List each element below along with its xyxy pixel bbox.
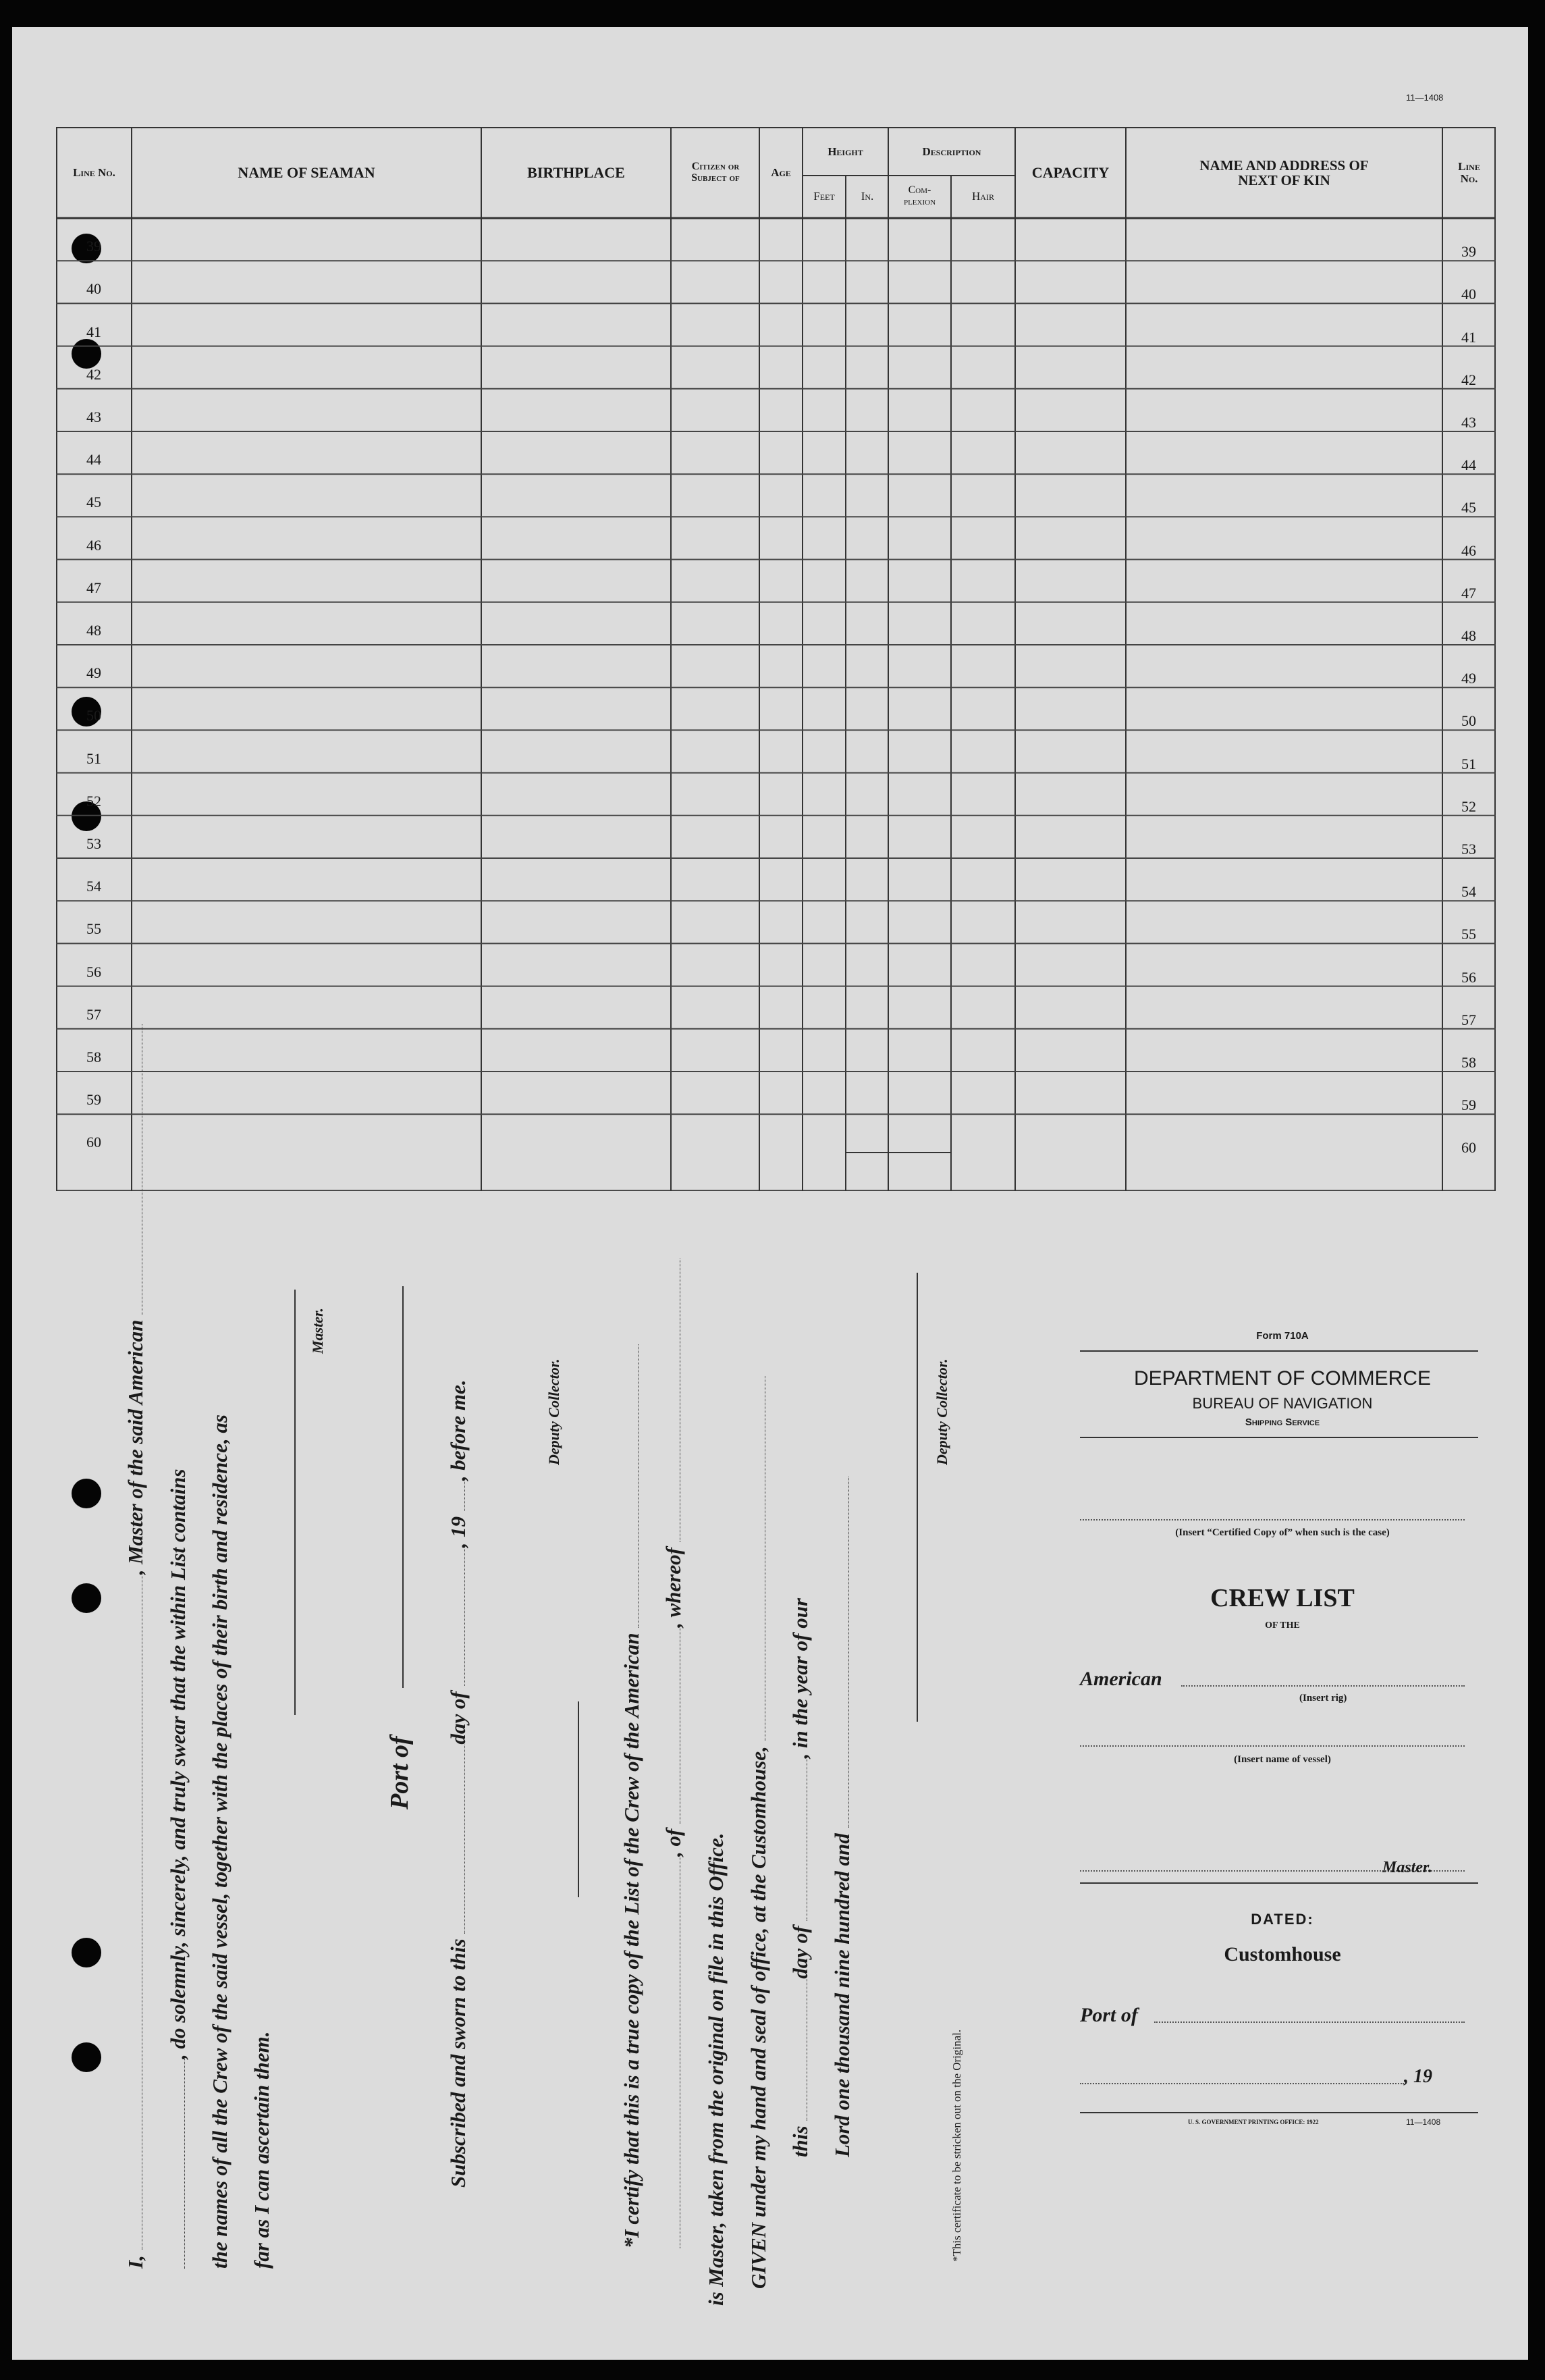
cover-rule xyxy=(1080,1882,1478,1884)
oath-line-3: the names of all the Crew of the said vessel, together with the places of their birth and residence, as xyxy=(208,1414,232,2269)
certificate-line-2: , of , whereof xyxy=(661,1259,686,2248)
row-number-left: 50 xyxy=(86,707,101,724)
row-number-left: 47 xyxy=(86,579,101,596)
header-line-no: Line No. xyxy=(73,166,115,180)
row-number-left: 49 xyxy=(86,664,101,682)
header-inches: In. xyxy=(861,190,874,203)
cover-dated: DATED: xyxy=(1251,1911,1314,1928)
row-number-left: 58 xyxy=(86,1049,101,1065)
row-number-right: 39 xyxy=(1461,243,1476,261)
certificate-line-4: GIVEN under my hand and seal of office, at the Customhouse, xyxy=(747,1376,771,2289)
row-number-right: 49 xyxy=(1461,670,1476,687)
row-number-left: 54 xyxy=(86,878,101,895)
certificate-line-3: is Master, taken from the original on file in this Office. xyxy=(704,1832,728,2306)
deputy-collector-2: Deputy Collector. xyxy=(933,1358,950,1465)
row-number-right: 51 xyxy=(1461,755,1476,772)
american-rig-label: American xyxy=(1080,1668,1162,1690)
certificate-line-6: Lord one thousand nine hundred and xyxy=(830,1477,855,2157)
vessel-name-line xyxy=(1080,1745,1465,1747)
date-line xyxy=(1080,2083,1404,2084)
cover-form-number: Form 710A xyxy=(1256,1330,1309,1342)
header-height: Height xyxy=(828,145,863,159)
punch-hole xyxy=(72,1479,101,1508)
row-number-left: 48 xyxy=(86,622,101,639)
insert-vessel-note: (Insert name of vessel) xyxy=(1234,1754,1331,1765)
row-number-left: 53 xyxy=(86,835,101,852)
row-number-right: 58 xyxy=(1461,1054,1476,1071)
row-number-right: 60 xyxy=(1461,1139,1476,1157)
port-of-line xyxy=(402,1286,404,1688)
row-number-left: 46 xyxy=(86,536,101,554)
row-number-right: 48 xyxy=(1461,627,1476,644)
certificate-footnote: *This certificate to be stricken out on the Original. xyxy=(950,2029,963,2262)
row-number-left: 39 xyxy=(86,238,101,255)
row-number-right: 41 xyxy=(1461,328,1476,346)
row-number-right: 59 xyxy=(1461,1096,1476,1114)
row-number-left: 40 xyxy=(86,280,101,298)
row-number-left: 57 xyxy=(86,1005,101,1023)
header-description: Description xyxy=(922,145,981,159)
row-number-left: 42 xyxy=(86,365,101,383)
header-next-of-kin: NAME AND ADDRESS OF NEXT OF KIN xyxy=(1199,157,1369,188)
cover-rule xyxy=(1080,1437,1478,1438)
master-signature-line xyxy=(294,1290,296,1715)
row-number-right: 57 xyxy=(1461,1011,1476,1028)
short-divider xyxy=(578,1701,579,1897)
row-number-right: 53 xyxy=(1461,841,1476,857)
rig-line xyxy=(1181,1685,1465,1687)
table-grid-lines xyxy=(56,103,1496,1191)
crew-table xyxy=(56,103,1496,1191)
punch-hole xyxy=(72,1938,101,1967)
insert-certified-note: (Insert “Certified Copy of” when such is the case) xyxy=(1175,1527,1390,1538)
punch-hole xyxy=(72,1583,101,1613)
header-birthplace: BIRTHPLACE xyxy=(527,164,625,182)
printing-office: U. S. GOVERNMENT PRINTING OFFICE: 1922 xyxy=(1188,2119,1319,2125)
cover-rule xyxy=(1080,2112,1478,2113)
header-age: Age xyxy=(771,166,791,180)
row-number-right: 43 xyxy=(1461,414,1476,431)
cover-master: Master. xyxy=(1382,1859,1433,1876)
of-the: OF THE xyxy=(1265,1620,1300,1631)
row-number-right: 42 xyxy=(1461,371,1476,388)
master-label: Master. xyxy=(309,1308,326,1354)
row-number-right: 47 xyxy=(1461,584,1476,602)
cover-nineteen: , 19 xyxy=(1404,2066,1432,2087)
crew-list-title: CREW LIST xyxy=(1210,1584,1355,1612)
oath-master-of-american: , Master of the said American xyxy=(124,1319,147,1575)
punch-hole xyxy=(72,2042,101,2072)
oath-port-of: Port of xyxy=(385,1736,414,1809)
cover-department: DEPARTMENT OF COMMERCE xyxy=(1133,1367,1432,1390)
header-citizen: Citizen or Subject of xyxy=(691,161,740,184)
oath-line-2 xyxy=(166,1469,190,2269)
row-number-left: 41 xyxy=(86,323,101,340)
header-hair: Hair xyxy=(972,190,994,203)
cover-port-of: Port of xyxy=(1080,2004,1138,2026)
row-number-left: 55 xyxy=(86,920,101,938)
header-complexion: Com-plexion xyxy=(903,184,936,207)
oath-line-1 xyxy=(124,1024,148,2269)
row-number-left: 44 xyxy=(86,451,101,469)
cover-card xyxy=(1080,1323,1485,2252)
port-line xyxy=(1154,2021,1465,2023)
oath-i: I, xyxy=(124,2255,147,2269)
deputy-collector-1: Deputy Collector. xyxy=(545,1358,562,1465)
row-number-left: 51 xyxy=(86,749,101,767)
row-number-right: 40 xyxy=(1461,286,1476,303)
subscribed-line: Subscribed and sworn to this day of , 19 , before me. xyxy=(446,1379,470,2188)
row-number-left: 59 xyxy=(86,1091,101,1109)
row-number-right: 52 xyxy=(1461,797,1476,815)
row-number-right: 45 xyxy=(1461,499,1476,517)
row-number-right: 54 xyxy=(1461,883,1476,901)
form-page xyxy=(12,27,1528,2360)
deputy-signature-line xyxy=(917,1273,918,1722)
row-number-right: 55 xyxy=(1461,926,1476,943)
row-number-left: 52 xyxy=(86,792,101,810)
oath-swear: , do solemnly, sincerely, and truly swear that the within List contains xyxy=(166,1469,190,2059)
certificate-line-1: *I certify that this is a true copy of the List of the Crew of the American xyxy=(620,1344,644,2248)
row-number-left: 60 xyxy=(86,1134,101,1151)
header-feet: Feet xyxy=(813,190,835,203)
row-number-left: 56 xyxy=(86,963,101,980)
certified-copy-line xyxy=(1080,1519,1465,1520)
form-number: 11—1408 xyxy=(1406,92,1444,103)
row-number-right: 46 xyxy=(1461,541,1476,559)
cover-rule xyxy=(1080,1350,1478,1352)
header-line-no-right: Line No. xyxy=(1458,160,1480,185)
cover-bureau: BUREAU OF NAVIGATION xyxy=(1192,1395,1373,1412)
cover-form-no: 11—1408 xyxy=(1406,2117,1441,2127)
row-number-right: 56 xyxy=(1461,968,1476,986)
cover-customhouse: Customhouse xyxy=(1224,1943,1341,1965)
row-number-right: 50 xyxy=(1461,712,1476,730)
certificate-line-5: this day of , in the year of our xyxy=(788,1597,812,2157)
header-name-of-seaman: NAME OF SEAMAN xyxy=(238,164,375,182)
row-number-left: 45 xyxy=(86,494,101,511)
oath-line-4: far as I can ascertain them. xyxy=(250,2031,273,2269)
row-number-left: 43 xyxy=(86,408,101,425)
cover-service: Shipping Service xyxy=(1245,1417,1320,1428)
row-number-right: 44 xyxy=(1461,456,1476,474)
header-capacity: CAPACITY xyxy=(1031,164,1110,182)
insert-rig-note: (Insert rig) xyxy=(1299,1693,1347,1703)
